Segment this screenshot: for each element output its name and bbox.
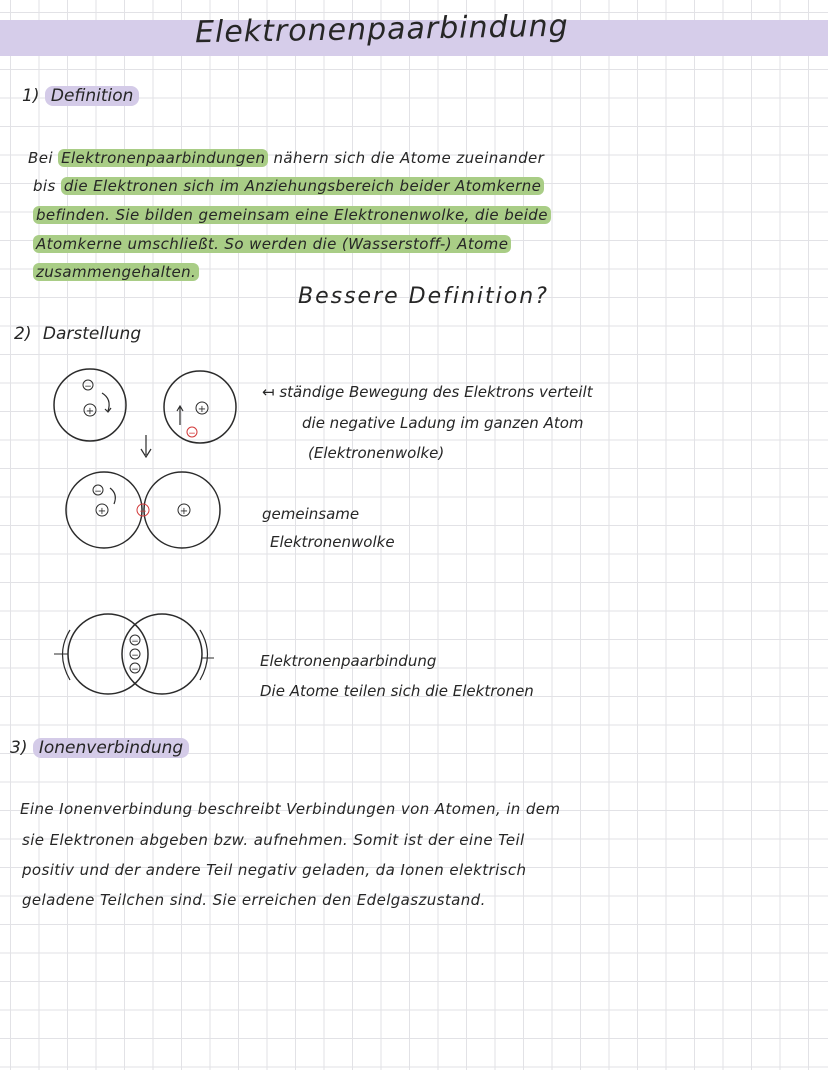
atom-left bbox=[54, 369, 126, 441]
annotation-1-line-1 bbox=[262, 383, 593, 401]
definition-line-3-highlight: befinden. Sie bilden gemeinsam eine Elektronenwolke, die beide bbox=[33, 206, 551, 224]
electron-shared-sign-1: − bbox=[94, 487, 102, 497]
overlap-electron-1: − bbox=[131, 637, 139, 647]
arrow-left-icon: ↤ bbox=[262, 383, 280, 401]
annotation-2-line-2: Elektronenwolke bbox=[270, 533, 395, 551]
definition-line-4 bbox=[33, 235, 511, 253]
definition-line-5-highlight: zusammengehalten. bbox=[33, 263, 199, 281]
section-1-label: Definition bbox=[45, 86, 140, 106]
definition-note: Bessere Definition? bbox=[298, 284, 549, 309]
section-2-label: Darstellung bbox=[42, 324, 142, 344]
electron-shared-sign-2: − bbox=[139, 507, 147, 517]
ionic-line-4: geladene Teilchen sind. Sie erreichen den Edelgaszustand. bbox=[22, 891, 486, 909]
electron-right-sign: − bbox=[188, 429, 196, 439]
definition-line-2-highlight: die Elektronen sich im Anziehungsbereich beider Atomkerne bbox=[61, 177, 544, 195]
section-1-heading bbox=[22, 86, 139, 106]
section-3-number: 3) bbox=[10, 738, 28, 758]
page-title: Elektronenpaarbindung bbox=[194, 8, 569, 51]
section-2-heading bbox=[14, 324, 147, 344]
annotation-3-line-1: Elektronenpaarbindung bbox=[260, 652, 437, 670]
overlap-electron-2: − bbox=[131, 651, 139, 661]
ionic-line-2: sie Elektronen abgeben bzw. aufnehmen. Somit ist der eine Teil bbox=[22, 831, 525, 849]
section-2-number: 2) bbox=[14, 324, 32, 344]
definition-line-1-highlight: Elektronenpaarbindungen bbox=[58, 149, 268, 167]
definition-line-1 bbox=[28, 149, 544, 167]
section-3-heading bbox=[10, 738, 189, 758]
annotation-3-line-2: Die Atome teilen sich die Elektronen bbox=[260, 682, 534, 700]
nucleus-shared-left-sign: + bbox=[97, 506, 107, 517]
nucleus-shared-right-sign: + bbox=[179, 506, 189, 517]
annotation-1-line-3: (Elektronenwolke) bbox=[308, 444, 445, 462]
annotation-1-line-2: die negative Ladung im ganzen Atom bbox=[302, 414, 584, 432]
definition-line-4-highlight: Atomkerne umschließt. So werden die (Wasserstoff-) Atome bbox=[33, 235, 511, 253]
electron-left-sign: − bbox=[84, 382, 92, 392]
definition-line-2-plain: bis bbox=[33, 177, 61, 195]
section-3-label: Ionenverbindung bbox=[33, 738, 189, 758]
definition-line-1-rest: nähern sich die Atome zueinander bbox=[268, 149, 545, 167]
definition-line-3 bbox=[33, 206, 551, 224]
section-1-number: 1) bbox=[22, 86, 40, 106]
overlap-electron-3: − bbox=[131, 665, 139, 675]
annotation-2-line-1: gemeinsame bbox=[262, 505, 360, 523]
ionic-line-3: positiv und der andere Teil negativ geladen, da Ionen elektrisch bbox=[22, 861, 527, 879]
ionic-line-1: Eine Ionenverbindung beschreibt Verbindungen von Atomen, in dem bbox=[20, 800, 561, 818]
nucleus-left-sign: + bbox=[85, 406, 95, 417]
atom-diagram-separate bbox=[50, 365, 250, 475]
annotation-1-text-1: ständige Bewegung des Elektrons verteilt bbox=[279, 383, 593, 401]
atom-diagram-overlap bbox=[50, 610, 220, 700]
definition-line-2 bbox=[33, 177, 544, 195]
definition-line-1-plain: Bei bbox=[28, 149, 59, 167]
atom-diagram-shared bbox=[60, 470, 240, 560]
definition-line-5 bbox=[33, 263, 199, 281]
nucleus-right-sign: + bbox=[197, 404, 207, 415]
